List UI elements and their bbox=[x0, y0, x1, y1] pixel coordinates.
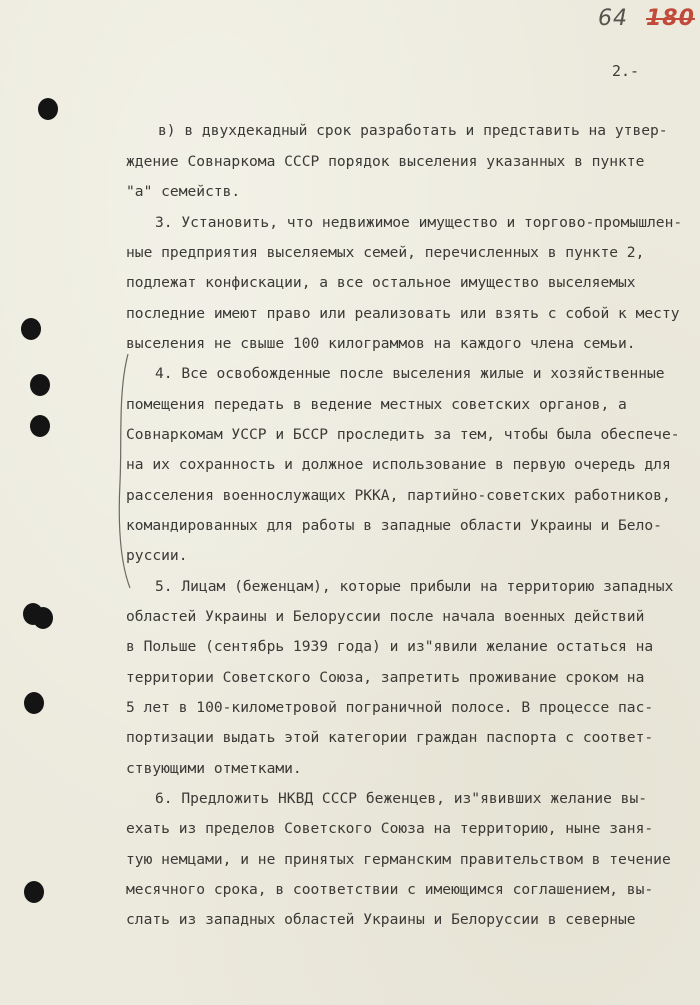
text-line: 6. Предложить НКВД СССР беженцев, из"явивших желание вы- bbox=[155, 790, 648, 807]
text-line: подлежат конфискации, а все остальное имущество выселяемых bbox=[126, 274, 636, 291]
archive-folio-red: 180 bbox=[646, 6, 695, 31]
text-line: 5. Лицам (беженцам), которые прибыли на территорию западных bbox=[155, 578, 674, 595]
text-line: расселения военнослужащих РККА, партийно-советских работников, bbox=[126, 487, 671, 504]
text-line: в) в двухдекадный срок разработать и представить на утвер- bbox=[158, 122, 668, 139]
text-line: портизации выдать этой категории граждан паспорта с соответ- bbox=[126, 729, 654, 746]
text-line: 4. Все освобожденные после выселения жилые и хозяйственные bbox=[155, 365, 665, 382]
text-line: 5 лет в 100-километровой пограничной полосе. В процессе пас- bbox=[126, 699, 654, 716]
archive-folio-pencil: 64 bbox=[598, 6, 628, 31]
text-line: последние имеют право или реализовать или взять с собой к месту bbox=[126, 305, 680, 322]
punch-hole bbox=[30, 374, 50, 396]
text-line: тую немцами, и не принятых германским правительством в течение bbox=[126, 851, 671, 868]
text-line: слать из западных областей Украины и Белоруссии в северные bbox=[126, 911, 636, 928]
text-line: 3. Установить, что недвижимое имущество и торгово-промышлен- bbox=[155, 214, 683, 231]
text-line: выселения не свыше 100 килограммов на каждого члена семьи. bbox=[126, 335, 636, 352]
text-line: ствующими отметками. bbox=[126, 760, 302, 777]
text-line: территории Советского Союза, запретить проживание сроком на bbox=[126, 669, 645, 686]
text-line: в Польше (сентябрь 1939 года) и из"явили желание остаться на bbox=[126, 638, 654, 655]
punch-hole bbox=[24, 881, 44, 903]
punch-hole bbox=[33, 607, 53, 629]
punch-hole bbox=[38, 98, 58, 120]
text-line: Совнаркомам УССР и БССР проследить за тем, чтобы была обеспече- bbox=[126, 426, 680, 443]
text-line: помещения передать в ведение местных советских органов, а bbox=[126, 396, 627, 413]
punch-hole bbox=[24, 692, 44, 714]
text-line: ные предприятия выселяемых семей, перечисленных в пункте 2, bbox=[126, 244, 645, 261]
text-line: ехать из пределов Советского Союза на территорию, ныне заня- bbox=[126, 820, 654, 837]
punch-hole bbox=[21, 318, 41, 340]
text-line: командированных для работы в западные области Украины и Бело- bbox=[126, 517, 662, 534]
text-line: руссии. bbox=[126, 547, 188, 564]
text-line: "а" семейств. bbox=[126, 183, 241, 200]
punch-hole bbox=[30, 415, 50, 437]
text-line: областей Украины и Белоруссии после начала военных действий bbox=[126, 608, 645, 625]
text-line: ждение Совнаркома СССР порядок выселения указанных в пункте bbox=[126, 153, 645, 170]
text-line: на их сохранность и должное использование в первую очередь для bbox=[126, 456, 671, 473]
text-line: месячного срока, в соответствии с имеющимся соглашением, вы- bbox=[126, 881, 654, 898]
page-number: 2.- bbox=[612, 62, 640, 80]
